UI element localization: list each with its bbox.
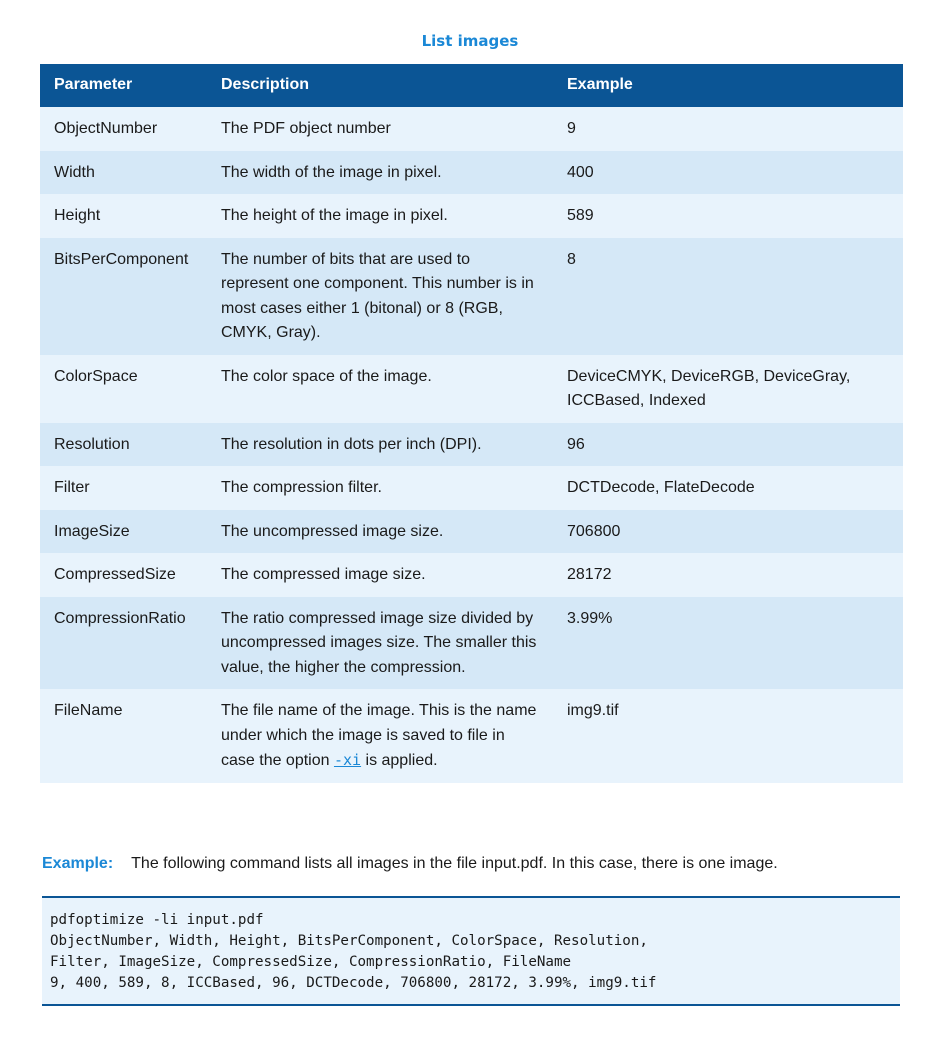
- param-cell: CompressedSize: [40, 553, 207, 597]
- description-text-before: The file name of the image. This is the name under which the image is saved to file in case the option: [221, 702, 537, 769]
- header-description: Description: [207, 64, 553, 107]
- param-cell: Filter: [40, 466, 207, 510]
- table-row: [40, 194, 903, 238]
- example-cell: img9.tif: [553, 689, 903, 783]
- code-line: 9, 400, 589, 8, ICCBased, 96, DCTDecode, 706800, 28172, 3.99%, img9.tif: [50, 975, 657, 991]
- param-cell: ImageSize: [40, 510, 207, 554]
- table-row: [40, 238, 903, 355]
- example-cell: 28172: [553, 553, 903, 597]
- example-cell: 400: [553, 151, 903, 195]
- table-header-row: [40, 64, 903, 107]
- example-cell: DCTDecode, FlateDecode: [553, 466, 903, 510]
- table-row: [40, 355, 903, 423]
- param-cell: CompressionRatio: [40, 597, 207, 690]
- example-text: The following command lists all images in the file input.pdf. In this case, there is one image.: [131, 855, 778, 872]
- table-row: [40, 151, 903, 195]
- param-cell: Height: [40, 194, 207, 238]
- example-cell: 3.99%: [553, 597, 903, 690]
- code-line: pdfoptimize -li input.pdf: [50, 912, 264, 928]
- example-cell: 589: [553, 194, 903, 238]
- description-cell: The height of the image in pixel.: [207, 194, 553, 238]
- param-cell: BitsPerComponent: [40, 238, 207, 355]
- example-label: Example:: [42, 855, 114, 872]
- table-row: [40, 107, 903, 151]
- description-text-after: is applied.: [361, 752, 438, 769]
- description-cell: The ratio compressed image size divided by uncompressed images size. The smaller this value, the higher the compression.: [207, 597, 553, 690]
- table-row: [40, 466, 903, 510]
- option-xi-link[interactable]: -xi: [333, 751, 362, 769]
- parameters-table: [40, 64, 903, 783]
- table-row: [40, 553, 903, 597]
- description-cell: The PDF object number: [207, 107, 553, 151]
- example-cell: 706800: [553, 510, 903, 554]
- header-parameter: Parameter: [40, 64, 207, 107]
- code-line: Filter, ImageSize, CompressedSize, CompressionRatio, FileName: [50, 954, 572, 970]
- header-example: Example: [553, 64, 903, 107]
- description-cell: The color space of the image.: [207, 355, 553, 423]
- param-cell: Resolution: [40, 423, 207, 467]
- description-cell: The number of bits that are used to represent one component. This number is in most cases either 1 (bitonal) or 8 (RGB, CMYK, Gray).: [207, 238, 553, 355]
- example-cell: DeviceCMYK, DeviceRGB, DeviceGray, ICCBased, Indexed: [553, 355, 903, 423]
- example-cell: 9: [553, 107, 903, 151]
- description-cell: The width of the image in pixel.: [207, 151, 553, 195]
- example-cell: 96: [553, 423, 903, 467]
- example-cell: 8: [553, 238, 903, 355]
- description-cell: [207, 689, 553, 783]
- param-cell: FileName: [40, 689, 207, 783]
- code-line: ObjectNumber, Width, Height, BitsPerComponent, ColorSpace, Resolution,: [50, 933, 648, 949]
- table-row: [40, 597, 903, 690]
- table-row: [40, 423, 903, 467]
- table-row: [40, 689, 903, 783]
- example-paragraph: [42, 855, 922, 873]
- param-cell: ObjectNumber: [40, 107, 207, 151]
- code-block: [42, 896, 900, 1006]
- table-caption: List images: [421, 32, 519, 50]
- description-cell: The uncompressed image size.: [207, 510, 553, 554]
- table-row: [40, 510, 903, 554]
- description-cell: The resolution in dots per inch (DPI).: [207, 423, 553, 467]
- description-cell: The compression filter.: [207, 466, 553, 510]
- description-cell: The compressed image size.: [207, 553, 553, 597]
- param-cell: ColorSpace: [40, 355, 207, 423]
- param-cell: Width: [40, 151, 207, 195]
